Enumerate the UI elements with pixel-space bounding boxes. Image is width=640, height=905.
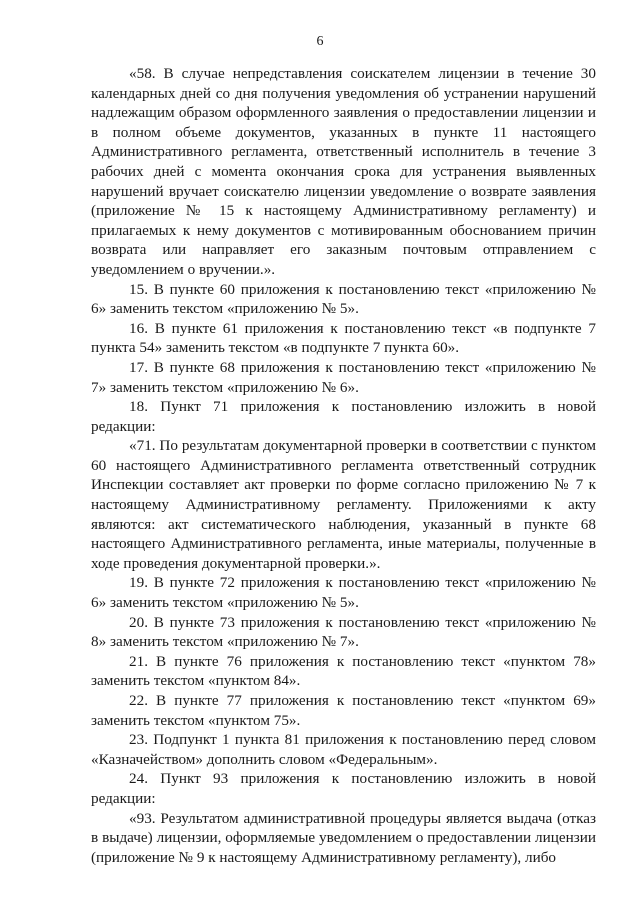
paragraph-item-17: 17. В пункте 68 приложения к постановлению текст «приложению № 7» заменить текстом «приложению № 6». <box>91 358 596 396</box>
document-body <box>91 64 596 867</box>
paragraph-item-20: 20. В пункте 73 приложения к постановлению текст «приложению № 8» заменить текстом «приложению № 7». <box>91 613 596 651</box>
paragraph-58: «58. В случае непредставления соискателем лицензии в течение 30 календарных дней со дня получения уведомления об устранении нарушений надлежащим образом оформленного заявления о предоставлении лицензии и в полном объеме документов, указанных в пункте 11 настоящего Административного регламента, ответственный исполнитель в течение 3 рабочих дней с момента окончания срока для устранения выявленных нарушений вручает соискателю лицензии уведомление о возврате заявления (приложение № 15 к настоящему Административному регламенту) и прилагаемых к нему документов с мотивированным обоснованием причин возврата или направляет его заказным почтовым отправлением с уведомлением о вручении.». <box>91 65 596 278</box>
paragraph-71: «71. По результатам документарной проверки в соответствии с пунктом 60 настоящего Административного регламента ответственный сотрудник Инспекции составляет акт проверки по форме согласно приложению № 7 к настоящему Административному регламенту. Приложениями к акту являются: акт систематического наблюдения, указанный в пункте 68 настоящего Административного регламента, иные материалы, полученные в ходе проведения документарной проверки.». <box>91 437 596 572</box>
paragraph-item-21: 21. В пункте 76 приложения к постановлению текст «пунктом 78» заменить текстом «пунктом 84». <box>91 652 596 690</box>
paragraph-item-18: 18. Пункт 71 приложения к постановлению изложить в новой редакции: <box>91 398 596 435</box>
paragraph-93: «93. Результатом административной процедуры является выдача (отказ в выдаче) лицензии, оформляемые уведомлением о предоставлении лицензии (приложение № 9 к настоящему Административному регламенту), либо <box>91 809 596 866</box>
paragraph-item-16: 16. В пункте 61 приложения к постановлению текст «в подпункте 7 пункта 54» заменить текстом «в подпункте 7 пункта 60». <box>91 319 596 357</box>
paragraph-item-19: 19. В пункте 72 приложения к постановлению текст «приложению № 6» заменить текстом «приложению № 5». <box>91 574 596 612</box>
paragraph-item-15: 15. В пункте 60 приложения к постановлению текст «приложению № 6» заменить текстом «приложению № 5». <box>91 280 596 318</box>
paragraph-item-23: 23. Подпункт 1 пункта 81 приложения к постановлению перед словом «Казначейством» дополнить словом «Федеральным». <box>91 731 596 768</box>
paragraph-item-24: 24. Пункт 93 приложения к постановлению изложить в новой редакции: <box>91 770 596 807</box>
page-number: 6 <box>316 34 324 49</box>
paragraph-item-22: 22. В пункте 77 приложения к постановлению текст «пунктом 69» заменить текстом «пунктом 75». <box>91 692 596 729</box>
